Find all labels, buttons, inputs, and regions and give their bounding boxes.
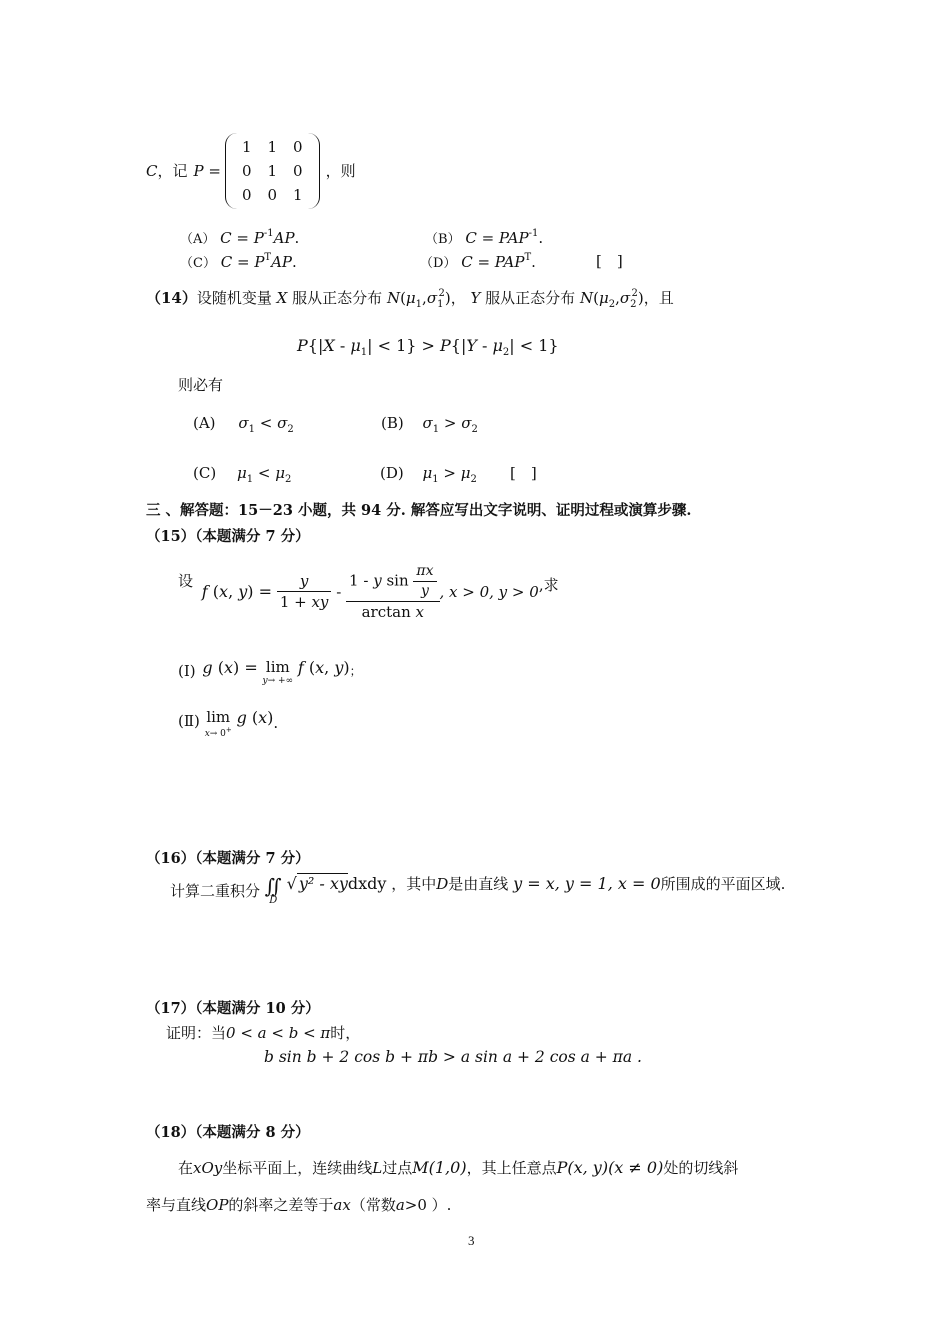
option-expr: C = P — [220, 253, 265, 271]
q14-answer-bracket: [ ] — [510, 464, 537, 482]
q17-lead: 证明：当 — [166, 1024, 227, 1042]
curve-l: L — [372, 1159, 383, 1177]
q13-option-d — [420, 252, 536, 272]
q18-header: （18）（本题满分 8 分） — [146, 1124, 310, 1141]
matrix-cell: 1 — [293, 186, 303, 204]
matrix-cell: 1 — [267, 138, 278, 156]
q18-text: 处的切线斜 — [663, 1159, 739, 1177]
part-label: (I) — [178, 662, 196, 680]
boundary-lines: y = x, y = 1, x = 0 — [513, 874, 661, 894]
q14-option-a: (A) $\sigma_1 < \sigma_2$ — [193, 414, 294, 435]
option-label: (D) — [380, 464, 404, 482]
q18-text: 率与直线 — [146, 1196, 207, 1214]
option-expr: C = PAP — [465, 229, 529, 247]
dxdy: dxdy — [347, 874, 387, 894]
q17-condition: 0 < a < b < π — [226, 1024, 331, 1042]
plane-name: xOy — [193, 1159, 223, 1177]
q15-ask: ,求 — [538, 575, 559, 594]
q14-text: 设随机变量 — [196, 289, 272, 307]
q13-option-a — [180, 228, 299, 248]
q18-line-2 — [146, 1196, 451, 1214]
var-x: X — [276, 289, 288, 307]
q17-header: （17）（本题满分 10 分） — [146, 1000, 320, 1017]
q13-mid-text: ，记 — [157, 162, 188, 180]
q13-suffix: ，则 — [325, 162, 356, 180]
q18-text: 的斜率之差等于 — [228, 1196, 334, 1214]
option-label: (A) — [193, 414, 216, 432]
normal-dist-2: $N(\mu_2,\sigma_2^2)$ — [579, 288, 644, 310]
q18-line-1 — [178, 1158, 738, 1177]
q15-part-1: (I) g (x) = lim y→ +∞ f (x, y)； — [178, 658, 362, 686]
q14-probability-inequality: $P\{|X - \mu_1| < 1\} > P\{|Y - \mu_2| < 1\}$ — [297, 336, 559, 358]
option-end: . — [294, 229, 300, 247]
point-m: M(1,0) — [412, 1158, 467, 1177]
fraction-main: 1 - y sin $\frac{\pi x}{y}$ arctan x — [346, 563, 439, 621]
matrix-cell: 1 — [241, 138, 252, 156]
region-d: D — [436, 875, 449, 893]
q14-text: ， — [450, 289, 466, 307]
matrix-cell: 0 — [293, 162, 303, 180]
q18-text: ，其上任意点 — [466, 1159, 557, 1177]
fraction-y-over-1-plus-xy: $\frac{y}{1 + xy}$ — [277, 572, 332, 611]
var-y: Y — [470, 289, 481, 307]
q16-text: 是由直线 — [448, 875, 509, 893]
q18-text: >0 ）. — [404, 1196, 452, 1214]
double-integral: ∬ D — [264, 874, 282, 906]
q16-body: 计算二重积分 ∬ D √ y² - xydxdy ，其中D是由直线 y = x, y = 1, x = 0所围成的平面区域. — [170, 874, 786, 906]
option-label: (B) — [381, 414, 404, 432]
option-sym: < — [257, 464, 271, 482]
limit-operator: lim y→ +∞ — [262, 658, 294, 686]
var-c: C — [146, 162, 158, 180]
q15-function-def: 设 f (x, y) = $\frac{y}{1 + xy}$ - 1 - y sin $\frac{\pi x}{y}$ arctan x , x > 0, y > 0,求 — [178, 563, 559, 621]
option-end: . — [292, 253, 297, 271]
page-number: 3 — [468, 1233, 475, 1248]
matrix-cell: 0 — [241, 162, 252, 180]
q14-stem — [146, 288, 674, 311]
q15-lead: 设 — [178, 571, 194, 590]
option-exp: T — [524, 252, 532, 263]
q14-text: 服从正态分布 — [485, 289, 576, 307]
option-expr: C = P — [220, 229, 264, 247]
q18-text: （常数 — [350, 1196, 396, 1214]
normal-dist-1: $N(\mu_1,\sigma_1^2)$ — [386, 288, 451, 310]
integrand: y² - xy — [298, 874, 348, 894]
option-rhs: AP — [273, 229, 295, 247]
matrix-cell: 0 — [293, 138, 303, 156]
limit-operator: lim x→ 0+ — [204, 708, 232, 739]
part-label: (Ⅱ) — [178, 712, 200, 730]
q18-text: 过点 — [382, 1159, 413, 1177]
q13-matrix-line — [146, 133, 356, 209]
expr-ax: ax — [333, 1196, 351, 1214]
integral-region: D — [269, 895, 278, 906]
q15-header: （15）（本题满分 7 分） — [146, 528, 310, 545]
part-end: ； — [349, 664, 362, 678]
q15-part-2: (Ⅱ) lim x→ 0+ g (x). — [178, 708, 279, 739]
option-label: （C） — [180, 256, 216, 271]
matrix-cell: 0 — [267, 186, 278, 204]
option-end: . — [531, 253, 536, 271]
q16-header: （16）（本题满分 7 分） — [146, 850, 310, 867]
matrix-cell: 1 — [267, 162, 278, 180]
option-rhs: AP — [271, 253, 293, 271]
const-a: a — [395, 1196, 405, 1214]
matrix-cell: 0 — [241, 186, 252, 204]
q17-condition-line — [166, 1024, 360, 1042]
q18-text: 在 — [178, 1159, 194, 1177]
section-heading: 三 、解答题：15－23 小题，共 94 分. 解答应写出文字说明、证明过程或演算步骤. — [146, 502, 692, 519]
point-p: P(x, y)(x ≠ 0) — [556, 1158, 664, 1177]
option-label: （A） — [180, 232, 216, 247]
q14-option-b: (B) $\sigma_1 > \sigma_2$ — [381, 414, 478, 435]
q16-text: ，其中 — [391, 875, 437, 893]
q18-text: 坐标平面上，连续曲线 — [222, 1159, 373, 1177]
option-exp: -1 — [263, 228, 274, 239]
option-sym: < — [259, 414, 273, 432]
q17-when: 时， — [330, 1024, 361, 1042]
option-label: （B） — [425, 232, 461, 247]
option-exp: -1 — [528, 228, 539, 239]
q14-text: ，且 — [643, 289, 674, 307]
q13-option-c — [180, 252, 297, 272]
q14-then: 则必有 — [178, 376, 224, 394]
q16-lead: 计算二重积分 — [170, 882, 261, 900]
question-number: （14） — [146, 289, 197, 307]
option-end: . — [538, 229, 544, 247]
part-end: . — [273, 714, 279, 732]
q16-text: 所围成的平面区域. — [660, 875, 786, 893]
q17-inequality: b sin b + 2 cos b + πb > a sin a + 2 cos a + πa . — [264, 1048, 642, 1066]
q15-condition: , x > 0, y > 0 — [439, 582, 539, 601]
option-label: （D） — [420, 256, 457, 271]
q14-option-c: (C) $\mu_1 < \mu_2$ — [193, 464, 292, 485]
q14-text: 服从正态分布 — [292, 289, 383, 307]
q13-answer-bracket: [ ] — [596, 252, 623, 270]
q13-option-b — [425, 228, 543, 248]
matrix-p — [225, 133, 320, 209]
line-op: OP — [206, 1196, 229, 1214]
option-exp: T — [264, 252, 272, 263]
option-sym: > — [443, 464, 456, 482]
option-sym: > — [443, 414, 457, 432]
option-label: (C) — [193, 464, 217, 482]
option-expr: C = PAP — [461, 253, 525, 271]
q14-option-d: (D) $\mu_1 > \mu_2$ — [380, 464, 477, 485]
p-lhs: P = — [193, 162, 221, 180]
